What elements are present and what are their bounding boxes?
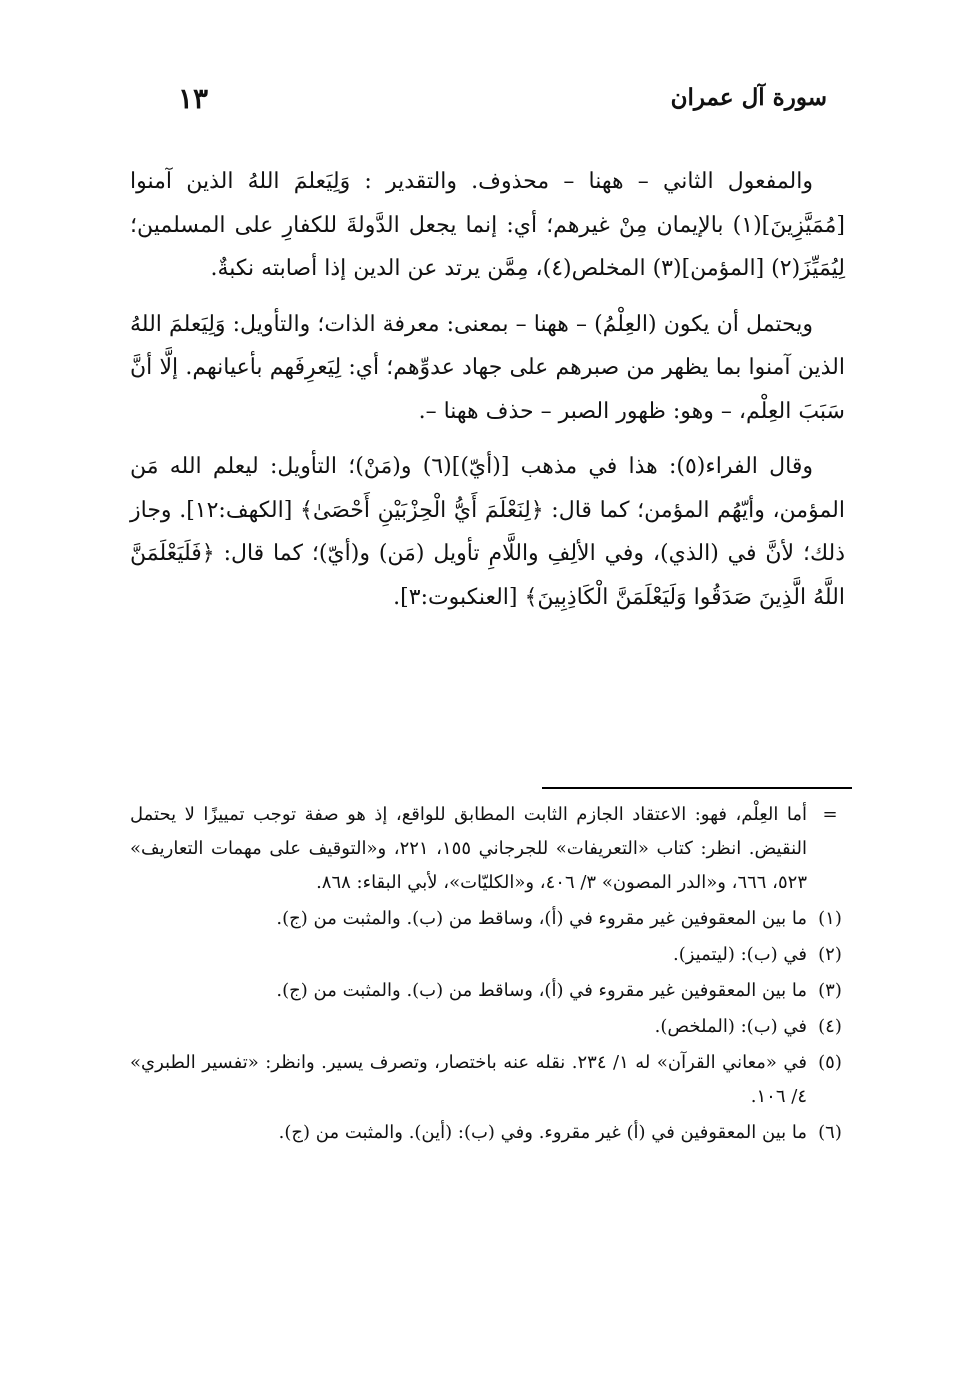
paragraph: والمفعول الثاني – ههنا – محذوف. والتقدير : وَلِيَعلمَ اللهُ الذين آمنوا [مُمَيَّزِينَ](١) بالإيمان مِنْ غيرهم؛ أي: إنما يجعل الدَّولةَ للكفارِ على المسلمين؛ لِيُمَيِّزَ(٢) [المؤمن](٣) المخلص(٤)، مِمَّن يرتد عن الدين إذا أصابته نكبةٌ. bbox=[130, 169, 845, 281]
footnote bbox=[130, 938, 845, 972]
paragraph: ويحتمل أن يكون (العِلْمُ) – ههنا – بمعنى: معرفة الذات؛ والتأويل: وَلِيَعلمَ اللهُ الذين آمنوا بما يظهر من صبرهم على جهاد عدوِّهم؛ أي: لِيَعرِفَهم بأعيانهم. إلَّا أنَّ سَبَبَ العِلْم، – وهو: ظهور الصبر – حذف ههنا –. bbox=[130, 311, 845, 424]
footnote-text: ما بين المعقوفين غير مقروء في (أ)، وساقط من (ب). والمثبت من (ج). bbox=[276, 980, 807, 1001]
footnote-marker: (٤) bbox=[818, 1016, 842, 1037]
footnote-marker: = bbox=[822, 804, 838, 825]
footnote-marker: (٦) bbox=[818, 1122, 842, 1143]
footnote-separator bbox=[542, 787, 852, 789]
footnote-text: ما بين المعقوفين في (أ) غير مقروء. وفي (ب): (أين). والمثبت من (ج). bbox=[278, 1122, 807, 1143]
page-number: ١٣ bbox=[178, 82, 209, 115]
paragraph: وقال الفراء(٥): هذا في مذهب [(أيّ)](٦) و(مَنْ)؛ التأويل: ليعلم الله مَن المؤمن، وأيّهُم المؤمن؛ كما قال: ﴿لِنَعْلَمَ أَيُّ الْحِزْبَيْنِ أَحْصَىٰ﴾ [الكهف:١٢]. وجاز ذلك؛ لأنَّ في (الذي)، وفي الألِفِ واللَّامِ تأويل (مَن) و(أيّ)؛ كما قال: ﴿فَلَيَعْلَمَنَّ اللَّهُ الَّذِينَ صَدَقُوا وَلَيَعْلَمَنَّ الْكَاذِبِينَ﴾ [العنكبوت:٣]. bbox=[130, 454, 845, 610]
footnote-marker: (٣) bbox=[818, 980, 842, 1001]
footnote bbox=[130, 1046, 845, 1114]
footnote-text: أما العِلْم، فهو: الاعتقاد الجازم الثابت المطابق للواقع، إذ هو صفة توجب تمييزًا لا يحتمل النقيض. انظر: كتاب «التعريفات» للجرجاني ١٥٥، ٢٢١، و«التوقيف على مهمات التعاريف» ٥٢٣، ٦٦٦، و«الدر المصون» ٣/ ٤٠٦، و«الكليّات»، لأبي البقاء: ٨٦٨. bbox=[130, 804, 808, 893]
footnote-text: في (ب): (ليتميز). bbox=[673, 944, 807, 965]
footnote bbox=[130, 902, 845, 936]
footnote bbox=[130, 798, 845, 900]
footnote bbox=[130, 1010, 845, 1044]
footnotes bbox=[130, 798, 845, 1152]
footnote bbox=[130, 974, 845, 1008]
footnote bbox=[130, 1116, 845, 1150]
footnote-marker: (٢) bbox=[818, 944, 842, 965]
footnote-marker: (١) bbox=[818, 908, 842, 929]
footnote-text: في «معاني القرآن» له ١/ ٢٣٤. نقله عنه باختصار، وتصرف يسير. وانظر: «تفسير الطبري» ٤/ ١٠٦. bbox=[130, 1052, 807, 1107]
footnote-marker: (٥) bbox=[818, 1052, 842, 1073]
footnote-text: في (ب): (الملخص). bbox=[654, 1016, 807, 1037]
main-text bbox=[130, 160, 845, 619]
surah-title: سورة آل عمران bbox=[670, 84, 827, 111]
footnote-text: ما بين المعقوفين غير مقروء في (أ)، وساقط من (ب). والمثبت من (ج). bbox=[276, 908, 807, 929]
